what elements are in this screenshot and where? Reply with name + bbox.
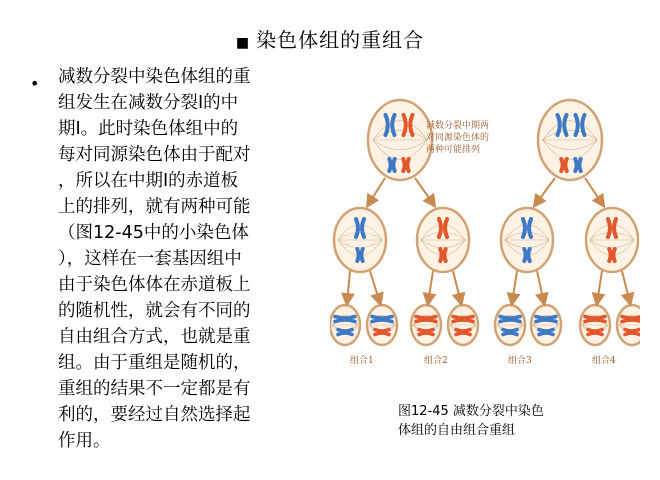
chromosome-arm [579,159,580,171]
chromosome-arm [529,219,531,237]
chromosome-arm [613,249,614,261]
caption-line: 体组的自由组合重组 [398,423,516,438]
chromosome-arm [372,320,392,322]
chromosome-arm [439,219,441,237]
chromosome-arm [392,115,394,135]
chromosome-arm [625,330,639,332]
chromosome-arm [561,159,562,171]
chromosome-arm [576,115,578,135]
chromosome-arm [523,219,525,237]
paragraph-line: 期Ⅰ。此时染色体组中的 [58,119,239,139]
annotation-line: 减数分裂中期两 [426,121,490,131]
paragraph-line: 利的，要经过自然选择起 [58,405,251,425]
chromosome-arm [539,330,553,332]
chromosome-arm [609,249,610,261]
chromosome-arm [625,333,639,335]
flow-arrow [535,178,555,205]
chromosome-arm [416,317,436,319]
chromosome-arm [375,330,389,332]
chromosome-arm [524,249,525,261]
paragraph-line: 由于染色体体在赤道板上 [58,275,251,295]
chromosome-arm [375,333,389,335]
slide-title [0,24,660,53]
chromosome-arm [440,249,441,261]
title-square-icon: ■ [235,35,251,51]
chromosome-arm [564,115,566,135]
chromosome-arm [338,330,352,332]
chromosome-arm [528,249,529,261]
flow-arrow [347,271,350,303]
chromosome-arm [444,249,445,261]
chromosome-arm [362,219,364,237]
chromosome-arm [416,320,436,322]
chromosome-arm [500,320,520,322]
paragraph-line: 重组的结果不一定都是有 [58,379,251,399]
chromosome-arm [588,333,602,335]
chromosome-arm [453,320,473,322]
chromosome-arm [585,320,605,322]
combo-label-3: 组合3 [508,356,532,366]
flow-arrow [585,178,603,205]
flow-arrow [453,271,461,303]
chromosome-arm [503,333,517,335]
chromosome-arm [453,317,473,319]
chromosome-arm [536,320,556,322]
chromosome-arm [357,249,358,261]
chromosome-arm [622,317,640,319]
chromosome-arm [407,159,408,171]
chromosome-arm [389,159,390,171]
chromosome-arm [614,219,616,237]
paragraph-line: ），这样在一套基因组中 [58,249,242,269]
combo-label-1: 组合1 [350,356,374,366]
chromosome-arm [608,219,610,237]
body-paragraph [58,64,308,454]
flow-arrow [415,178,434,205]
chromosome-arm [588,330,602,332]
chromosome-arm [356,219,358,237]
chromosome-arm [503,330,517,332]
annotation-line: 对同源染色体的 [426,133,490,143]
chromosome-arm [558,115,560,135]
chromosome-arm [393,159,394,171]
flow-arrow [370,271,380,303]
chromosome-arm [419,333,433,335]
chromosome-arm [456,330,470,332]
chromosome-arm [386,115,388,135]
paragraph-line: （图12-45中的小染色体 [58,223,249,243]
paragraph-line: 上的排列，就有两种可能 [58,197,251,217]
flow-arrow [537,271,544,303]
chromosome-arm [585,317,605,319]
paragraph-line: 作用。 [58,431,111,451]
meiosis-recombination-diagram [330,95,640,375]
caption-line: 图12-45 减数分裂中染色 [398,404,544,419]
combo-label-2: 组合2 [424,356,448,366]
flow-arrow [622,271,630,303]
bullet-dot-icon: • [30,74,40,93]
chromosome-arm [419,330,433,332]
chromosome-arm [575,159,576,171]
paragraph-line: 组发生在减数分裂Ⅰ的中 [58,93,239,113]
chromosome-arm [622,320,640,322]
chromosome-arm [500,317,520,319]
chromosome-arm [582,115,584,135]
chromosome-arm [539,333,553,335]
chromosome-arm [403,159,404,171]
paragraph-line: 自由组合方式，也就是重 [58,327,251,347]
paragraph-line: 的随机性，就会有不同的 [58,301,251,321]
combo-label-4: 组合4 [592,356,616,366]
chromosome-arm [338,333,352,335]
chromosome-arm [361,249,362,261]
paragraph-line: 减数分裂中染色体组的重 [58,67,251,87]
flow-arrow [428,271,433,303]
title-text: 染色体组的重组合 [256,28,425,52]
annotation-line: 两种可能排列 [426,145,481,155]
paragraph-line: 组。由于重组是随机的， [58,353,251,373]
paragraph-line: ，所以在中期Ⅰ的赤道板 [58,171,239,191]
chromosome-arm [410,115,412,135]
chromosome-arm [456,333,470,335]
flow-arrow [597,271,602,303]
chromosome-arm [536,317,556,319]
chromosome-arm [565,159,566,171]
paragraph-line: 每对同源染色体由于配对 [58,145,251,165]
flow-arrow [512,271,517,303]
chromosome-arm [335,320,355,322]
chromosome-arm [445,219,447,237]
figure-caption [398,402,598,440]
flow-arrow [368,178,385,205]
chromosome-arm [372,317,392,319]
chromosome-arm [404,115,406,135]
chromosome-arm [335,317,355,319]
